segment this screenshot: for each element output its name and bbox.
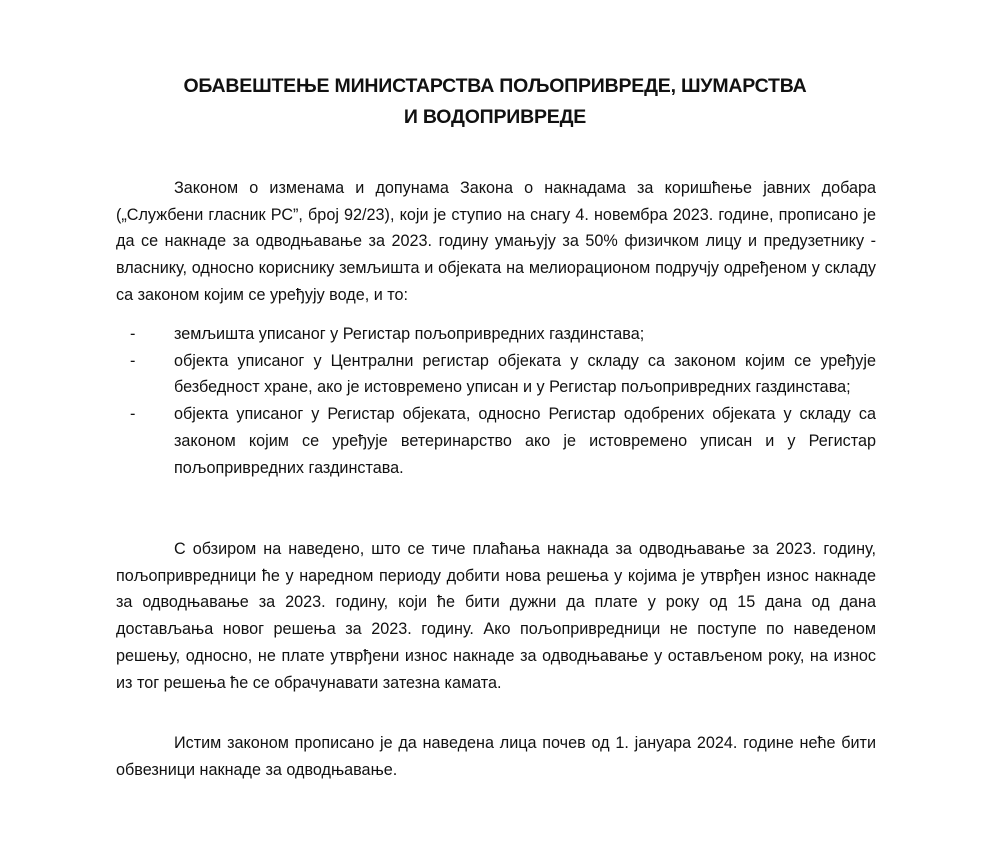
- list-item-text: земљишта уписаног у Регистар пољопривредних газдинстава;: [174, 325, 645, 343]
- paragraph-payment: С обзиром на наведено, што се тиче плаћања накнада за одводњавање за 2023. годину, пољопривредници ће у наредном периоду добити нова решења у којима је утврђен износ накнаде за одводњавање за 2023. годину, који ће бити дужни да плате у року од 15 дана од дана достављања новог решења за 2023. годину. Ако пољопривредници не поступе по наведеном решењу, односно, не плате утврђени износ накнаде за одводњавање у остављеном року, на износ из тог решења ће се обрачунавати затезна камата.: [116, 540, 876, 692]
- bullet-dash: -: [130, 351, 136, 370]
- list-item: [116, 321, 876, 348]
- list-item: [116, 401, 876, 481]
- list-item: [116, 348, 876, 401]
- document-title: [0, 71, 983, 133]
- title-line-2: И ВОДОПРИВРЕДЕ: [403, 106, 587, 128]
- bullet-list: [116, 321, 876, 481]
- list-item-text: објекта уписаног у Регистар објеката, односно Регистар одобрених објеката у складу са законом којим се уређује ветеринарство ако је истовремено уписан и у Регистар пољопривредних газдинстава.: [174, 405, 876, 477]
- bullet-dash: -: [130, 325, 136, 343]
- title-line-1: ОБАВЕШТЕЊЕ МИНИСТАРСТВА ПОЉОПРИВРЕДЕ, ШУМАРСТВА: [183, 75, 807, 97]
- bullet-dash: -: [130, 405, 136, 424]
- paragraph-intro: Законом о изменама и допунама Закона о накнадама за коришћење јавних добара („Службени гласник РС”, број 92/23), који је ступио на снагу 4. новембра 2023. године, прописано је да се накнаде за одводњавање за 2023. годину умањују за 50% физичком лицу и предузетнику - власнику, односно кориснику земљишта и објеката на мелиорационом подручју одређеном у складу са законом којим се уређују воде, и то:: [116, 179, 876, 304]
- list-item-text: објекта уписаног у Централни регистар објеката у складу са законом којим се уређује безбедност хране, ако је истовремено уписан и у Регистар пољопривредних газдинстава;: [174, 351, 876, 397]
- paragraph-exemption: Истим законом прописано је да наведена лица почев од 1. јануара 2024. године неће бити обвезници накнаде за одводњавање.: [116, 734, 876, 779]
